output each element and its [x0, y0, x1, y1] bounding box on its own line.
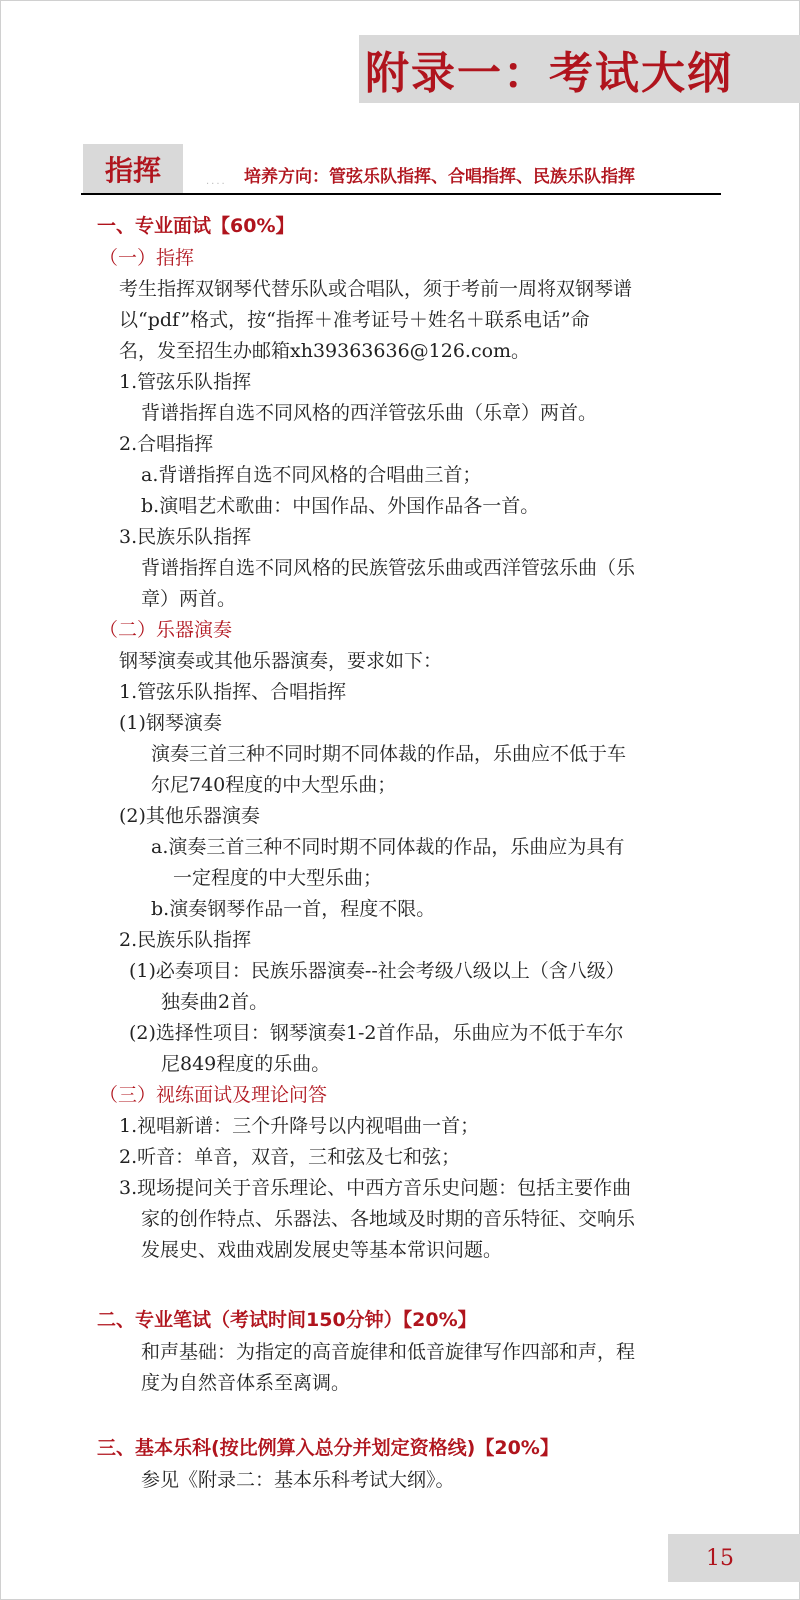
list-item-detail: 尼849程度的乐曲。 — [161, 1053, 331, 1075]
list-item: 3.现场提问关于音乐理论、中西方音乐史问题：包括主要作曲 — [119, 1177, 632, 1199]
list-item-detail: 背谱指挥自选不同风格的民族管弦乐曲或西洋管弦乐曲（乐 — [141, 557, 636, 579]
list-subitem: (2)其他乐器演奏 — [119, 805, 260, 827]
section-divider — [81, 193, 721, 195]
list-item-detail: 家的创作特点、乐器法、各地域及时期的音乐特征、交响乐 — [141, 1208, 636, 1230]
list-item-detail: 独奏曲2首。 — [161, 991, 269, 1013]
paragraph-line: 度为自然音体系至离调。 — [141, 1372, 351, 1394]
list-subitem: (1)钢琴演奏 — [119, 712, 222, 734]
paragraph-line: 和声基础：为指定的高音旋律和低音旋律写作四部和声，程 — [141, 1341, 636, 1363]
list-item: 1.管弦乐队指挥 — [119, 371, 252, 393]
list-item: 2.听音：单音，双音，三和弦及七和弦； — [119, 1146, 461, 1168]
list-item-detail: 章）两首。 — [141, 588, 237, 610]
list-item-detail: b.演奏钢琴作品一首，程度不限。 — [151, 898, 436, 920]
heading-written-exam: 二、专业笔试（考试时间150分钟）【20%】 — [97, 1309, 477, 1331]
section-subtitle: 培养方向：管弦乐队指挥、合唱指挥、民族乐队指挥 — [244, 167, 635, 187]
list-subitem: (2)选择性项目：钢琴演奏1-2首作品，乐曲应为不低于车尔 — [129, 1022, 624, 1044]
paragraph-line: 参见《附录二：基本乐科考试大纲》。 — [141, 1469, 455, 1491]
paragraph-line: 名，发至招生办邮箱xh39363636@126.com。 — [119, 340, 531, 362]
subheading-sightsinging: （三）视练面试及理论问答 — [99, 1084, 328, 1106]
list-item-detail: a.演奏三首三种不同时期不同体裁的作品，乐曲应为具有 — [151, 836, 625, 858]
page-title: 附录一：考试大纲 — [365, 48, 733, 99]
list-item: 1.视唱新谱：三个升降号以内视唱曲一首； — [119, 1115, 480, 1137]
list-item-detail: 一定程度的中大型乐曲； — [173, 867, 383, 889]
header-banner — [359, 35, 800, 103]
list-item-detail: 演奏三首三种不同时期不同体裁的作品，乐曲应不低于车 — [151, 743, 627, 765]
heading-basic-theory: 三、基本乐科(按比例算入总分并划定资格线)【20%】 — [97, 1437, 559, 1459]
page-number-box — [668, 1534, 800, 1582]
list-item-detail: 发展史、戏曲戏剧发展史等基本常识问题。 — [141, 1239, 503, 1261]
list-subitem: (1)必奏项目：民族乐器演奏--社会考级八级以上（含八级） — [129, 960, 625, 982]
heading-interview: 一、专业面试【60%】 — [97, 215, 295, 237]
list-item: 2.民族乐队指挥 — [119, 929, 252, 951]
paragraph-line: 考生指挥双钢琴代替乐队或合唱队，须于考前一周将双钢琴谱 — [119, 278, 633, 300]
paragraph-line: 钢琴演奏或其他乐器演奏，要求如下： — [119, 650, 443, 672]
list-item-detail: b.演唱艺术歌曲：中国作品、外国作品各一首。 — [141, 495, 540, 517]
list-item-detail: 尔尼740程度的中大型乐曲； — [151, 774, 397, 796]
subheading-conducting: （一）指挥 — [99, 247, 195, 269]
list-item: 3.民族乐队指挥 — [119, 526, 252, 548]
list-item: 2.合唱指挥 — [119, 433, 214, 455]
section-dots: .... — [206, 176, 227, 187]
section-tab: 指挥 — [83, 144, 183, 194]
subheading-instrument: （二）乐器演奏 — [99, 619, 233, 641]
list-item-detail: 背谱指挥自选不同风格的西洋管弦乐曲（乐章）两首。 — [141, 402, 598, 424]
list-item: 1.管弦乐队指挥、合唱指挥 — [119, 681, 347, 703]
paragraph-line: 以“pdf”格式，按“指挥＋准考证号＋姓名＋联系电话”命 — [119, 309, 590, 331]
page-number: 15 — [706, 1545, 734, 1571]
list-item-detail: a.背谱指挥自选不同风格的合唱曲三首； — [141, 464, 482, 486]
